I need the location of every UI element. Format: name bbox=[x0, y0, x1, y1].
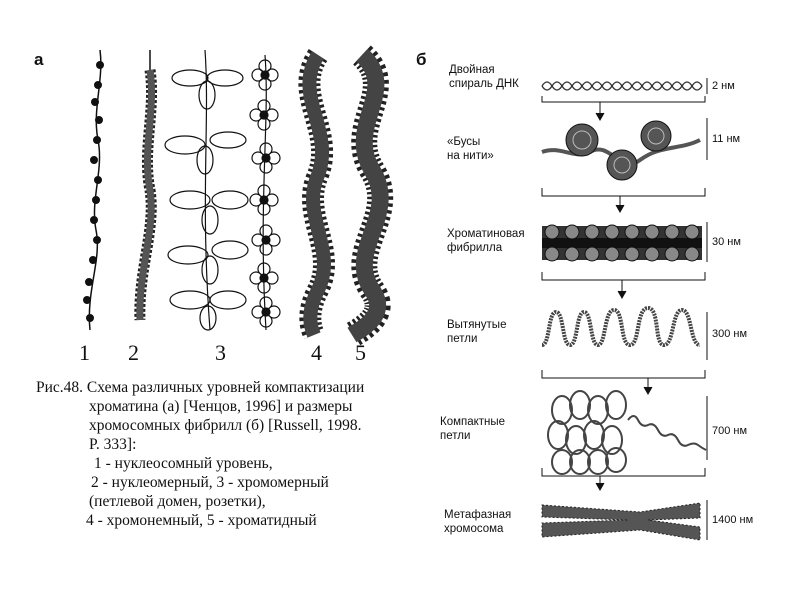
fiber-number-2: 2 bbox=[128, 340, 139, 365]
caption-line: хроматина (а) [Ченцов, 1996] и размеры bbox=[89, 398, 353, 415]
level-bracket bbox=[542, 370, 705, 378]
level-bracket bbox=[542, 272, 705, 280]
level-bracket bbox=[542, 188, 705, 196]
fiber-number-4: 4 bbox=[311, 340, 322, 365]
level-label-beads: «Бусы на нити» bbox=[447, 136, 494, 162]
extended-loops bbox=[542, 308, 700, 345]
compact-loops bbox=[548, 391, 706, 474]
level-label-fibril: Хроматиновая фибрилла bbox=[447, 228, 525, 254]
fiber-number-1: 1 bbox=[79, 340, 90, 365]
caption-line: Рис.48. Схема различных уровней компактизации bbox=[36, 379, 365, 396]
chromatin-fibril bbox=[542, 225, 702, 261]
metaphase-chromosome bbox=[542, 503, 700, 540]
level-label-compact-loops: Компактные петли bbox=[440, 416, 506, 442]
size-label-1400nm: 1400 нм bbox=[712, 514, 754, 526]
fiber-number-3: 3 bbox=[215, 340, 226, 365]
level-bracket bbox=[542, 96, 705, 102]
caption-line: хромосомных фибрилл (б) [Russell, 1998. bbox=[89, 417, 362, 434]
caption-line: 2 - нуклеомерный, 3 - хромомерный bbox=[91, 474, 329, 491]
caption-line: P. 333]: bbox=[89, 436, 137, 453]
size-label-300nm: 300 нм bbox=[712, 328, 748, 340]
size-label-30nm: 30 нм bbox=[712, 236, 741, 248]
level-label-dna: Двойная спираль ДНК bbox=[449, 64, 519, 90]
level-label-extended-loops: Вытянутые петли bbox=[447, 319, 507, 345]
panel-b-letter: б bbox=[416, 50, 427, 69]
caption-line: (петлевой домен, розетки), bbox=[89, 493, 266, 510]
panel-a-letter: а bbox=[34, 50, 44, 69]
size-label-2nm: 2 нм bbox=[712, 80, 735, 92]
fiber-number-5: 5 bbox=[355, 340, 366, 365]
level-label-chromosome: Метафазная хромосома bbox=[444, 509, 512, 535]
size-label-700nm: 700 нм bbox=[712, 425, 748, 437]
caption-line: 4 - хромонемный, 5 - хроматидный bbox=[86, 512, 317, 529]
caption-line: 1 - нуклеосомный уровень, bbox=[94, 455, 273, 472]
beads-on-string bbox=[542, 121, 700, 180]
dna-helix bbox=[542, 82, 702, 90]
size-label-11nm: 11 нм bbox=[712, 133, 741, 145]
